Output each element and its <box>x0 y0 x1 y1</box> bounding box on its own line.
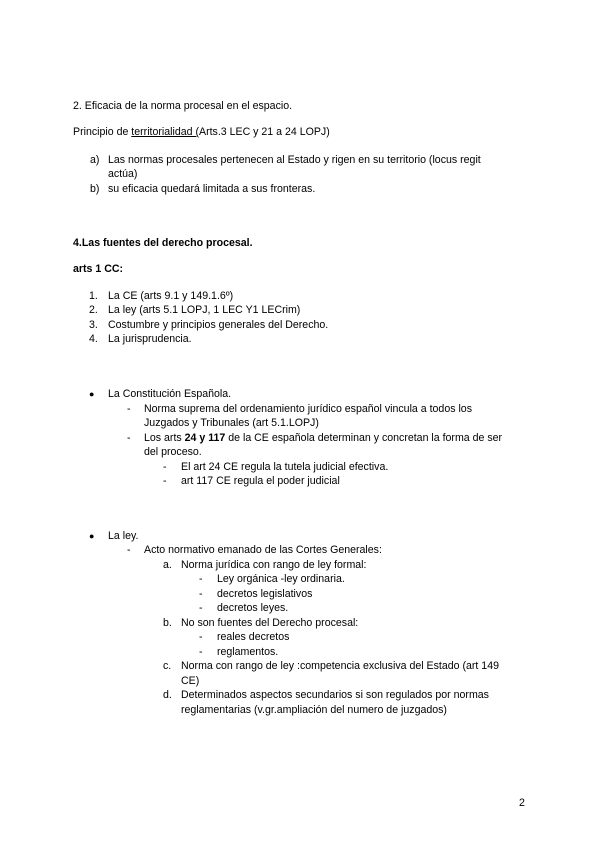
constitucion-sub-2: art 117 CE regula el poder judicial <box>181 475 340 487</box>
dash-constitucion-2: - <box>127 432 131 444</box>
numbered-item-4: La jurisprudencia. <box>108 333 192 345</box>
principle-line <box>73 125 330 140</box>
constitucion-item2-suffix: de la CE española determinan y concretan la forma de ser <box>225 432 503 444</box>
dash-ley-b-2: - <box>199 646 203 658</box>
dash-constitucion-sub-1: - <box>163 461 167 473</box>
list-item-b: su eficacia quedará limitada a sus fronteras. <box>108 183 316 195</box>
dash-ley: - <box>127 544 131 556</box>
ley-marker-c: c. <box>163 660 172 672</box>
list-item-a-line1: Las normas procesales pertenecen al Estado y rigen en su territorio (locus regit <box>108 154 481 166</box>
principle-rest: Arts.3 LEC y 21 a 24 LOPJ) <box>199 126 330 138</box>
principle-underlined-paren: ( <box>195 126 200 138</box>
constitucion-item2-bold: 24 y 117 <box>184 432 226 444</box>
ley-title: La ley. <box>108 530 139 542</box>
dash-ley-b-1: - <box>199 631 203 643</box>
constitucion-item1-line2: Juzgados y Tribunales (art 5.1.LOPJ) <box>144 417 319 429</box>
ley-b-sub-1: reales decretos <box>217 631 290 643</box>
ley-a-sub-3: decretos leyes. <box>217 602 289 614</box>
ley-item-d-line1: Determinados aspectos secundarios si son regulados por normas <box>181 689 489 701</box>
ley-marker-b: b. <box>163 617 172 629</box>
ley-acto: Acto normativo emanado de las Cortes Generales: <box>144 544 382 556</box>
dash-ley-a-2: - <box>199 588 203 600</box>
constitucion-sub-1: El art 24 CE regula la tutela judicial efectiva. <box>181 461 389 473</box>
ley-item-c-line1: Norma con rango de ley :competencia exclusiva del Estado (art 149 <box>181 660 499 672</box>
ley-a-sub-1: Ley orgánica -ley ordinaria. <box>217 573 345 585</box>
numbered-marker-3: 3. <box>89 319 98 331</box>
ley-marker-a: a. <box>163 559 172 571</box>
numbered-item-1: La CE (arts 9.1 y 149.1.6º) <box>108 290 234 302</box>
section-4-heading: 4.Las fuentes del derecho procesal. <box>73 237 253 249</box>
constitucion-item2-prefix: Los arts <box>144 432 185 444</box>
ley-item-d-line2: reglamentarias (v.gr.ampliación del numero de juzgados) <box>181 704 447 716</box>
section-4-subheading: arts 1 CC: <box>73 263 124 275</box>
ley-marker-d: d. <box>163 689 172 701</box>
ley-item-b: No son fuentes del Derecho procesal: <box>181 617 359 629</box>
principle-prefix: Principio de <box>73 126 132 138</box>
constitucion-item1-line1: Norma suprema del ordenamiento jurídico español vincula a todos los <box>144 403 472 415</box>
principle-territorialidad: territorialidad <box>131 126 196 138</box>
list-item-a-line2: actúa) <box>108 168 138 180</box>
dash-ley-a-3: - <box>199 602 203 614</box>
ley-a-sub-2: decretos legislativos <box>217 588 313 600</box>
numbered-item-2: La ley (arts 5.1 LOPJ, 1 LEC Y1 LECrim) <box>108 304 301 316</box>
ley-item-c-line2: CE) <box>181 675 200 687</box>
numbered-item-3: Costumbre y principios generales del Derecho. <box>108 319 329 331</box>
dash-constitucion-sub-2: - <box>163 475 167 487</box>
bullet-ley: ● <box>89 531 95 541</box>
list-marker-b: b) <box>90 183 100 195</box>
page-number: 2 <box>519 797 525 809</box>
bullet-constitucion: ● <box>89 389 95 399</box>
ley-item-a: Norma jurídica con rango de ley formal: <box>181 559 367 571</box>
numbered-marker-4: 4. <box>89 333 98 345</box>
numbered-marker-2: 2. <box>89 304 98 316</box>
ley-b-sub-2: reglamentos. <box>217 646 279 658</box>
dash-constitucion-1: - <box>127 403 131 415</box>
numbered-marker-1: 1. <box>89 290 98 302</box>
dash-ley-a-1: - <box>199 573 203 585</box>
constitucion-item2-line2: del proceso. <box>144 446 202 458</box>
constitucion-title: La Constitución Española. <box>108 388 232 400</box>
section-2-heading: 2. Eficacia de la norma procesal en el espacio. <box>73 100 293 112</box>
constitucion-item2-line1 <box>144 431 502 446</box>
list-marker-a: a) <box>90 154 100 166</box>
